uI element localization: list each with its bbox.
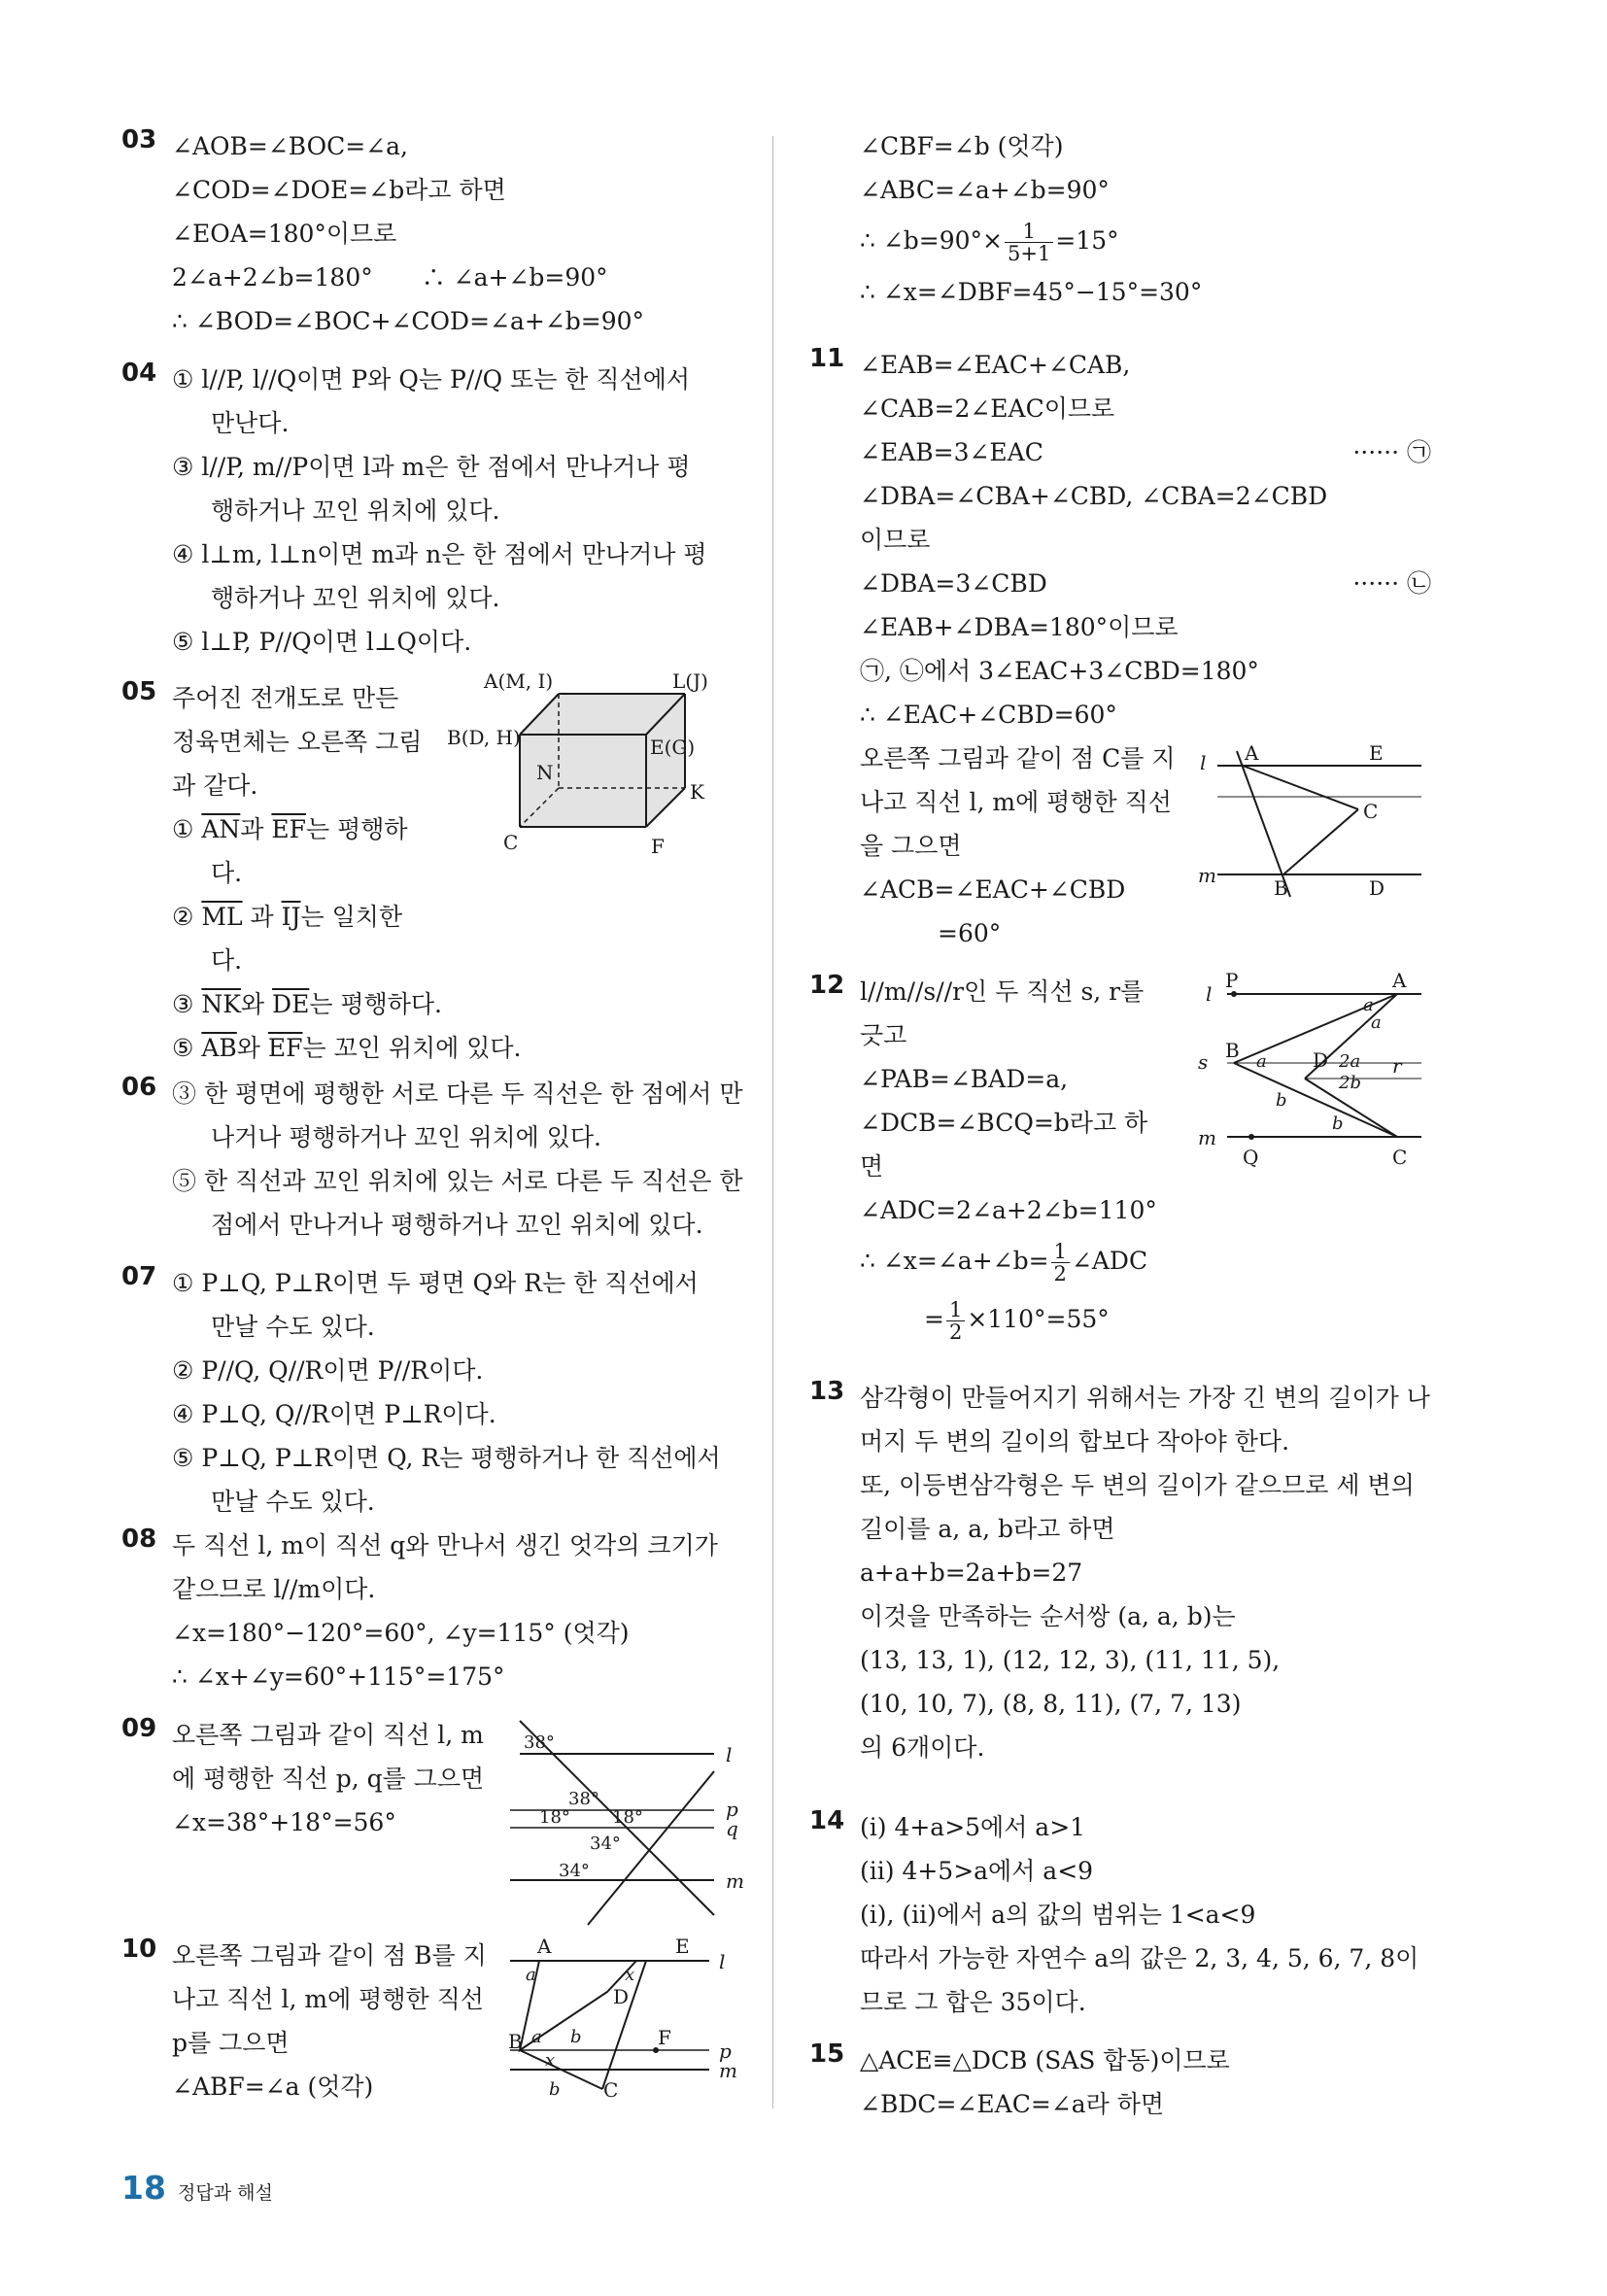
point-label: B [508,2030,523,2053]
problem-body [860,2039,1431,2126]
solution-line: ⑤ $\overline{AB}$와 $\overline{EF}$는 꼬인 위치에 있다. [172,1034,522,1062]
problem-number: 15 [809,2039,845,2069]
solution-line: ③ $\overline{NK}$와 $\overline{DE}$는 평행하다. [172,990,442,1018]
solution-line: 길이를 a, a, b라고 하면 [860,1515,1115,1543]
solution-line: 을 그으면 [860,832,962,860]
problem-number: 05 [121,677,157,706]
point-label: D [613,1985,630,2008]
solution-line: 긋고 [860,1021,907,1049]
solution-line: (ii) 4+5>a에서 a<9 [860,1857,1094,1885]
solution-line: 과 같다. [172,771,258,800]
solution-line: ⑤ P⊥Q, P⊥R이면 Q, R는 평행하거나 한 직선에서 [172,1444,721,1472]
solution-line: 오른쪽 그림과 같이 직선 l, m [172,1721,484,1749]
problem-number: 13 [809,1377,845,1406]
angle-label: 38° [568,1789,599,1809]
problem-number: 04 [121,359,157,388]
fraction: $\frac{1}{2}$ [946,1299,965,1343]
point-label: P [1225,969,1239,992]
problem-body [860,124,1431,314]
line-label: l [1200,751,1207,774]
solution-line: 의 6개이다. [860,1733,985,1762]
angle-label: b [570,2027,582,2047]
solution-line: ③ 한 평면에 평행한 서로 다른 두 직선은 한 점에서 만 [172,1079,743,1108]
point-label: E [675,1935,690,1958]
line-label: l [726,1743,733,1766]
solution-line: 만난다. [211,409,290,437]
solution-line: ∠EAB=∠EAC+∠CAB, [860,351,1131,379]
angle-label: 38° [524,1732,555,1753]
angle-label: 2a [1339,1051,1361,1072]
point-label: D [1369,876,1385,900]
vertex-label: E(G) [650,736,696,759]
point-label: E [1369,741,1384,765]
solution-line: 정육면체는 오른쪽 그림 [172,728,423,756]
solution-line: 2∠a+2∠b=180° ∴ ∠a+∠b=90° [172,263,608,291]
problem-body [172,1261,743,1524]
solution-line: ∠EOA=180°이므로 [172,220,397,248]
vertex-label: C [503,831,519,854]
problem-number: 10 [121,1935,157,1964]
line-label: p [719,2039,732,2063]
vertex-label: K [690,780,704,804]
solution-line: 나고 직선 l, m에 평행한 직선 [172,1985,484,2013]
angle-label: a [526,1965,536,1985]
solution-line: ① P⊥Q, P⊥R이면 두 평면 Q와 R는 한 직선에서 [172,1269,699,1297]
solution-line: 머지 두 변의 길이의 합보다 작아야 한다. [860,1427,1290,1456]
solution-line: ㉠, ㉡에서 3∠EAC+3∠CBD=180° [860,657,1259,685]
angle-label: x [625,1965,635,1985]
solution-line: (i) 4+a>5에서 a>1 [860,1813,1086,1841]
angle-label: a [531,2027,542,2047]
solution-line: 주어진 전개도로 만든 [172,684,399,712]
parallel-lines-figure-12 [1198,970,1431,1174]
page-number: 18 [121,2169,166,2207]
solution-line: 나고 직선 l, m에 평행한 직선 [860,788,1172,816]
solution-line: ∠CAB=2∠EAC이므로 [860,394,1115,423]
solution-line: 삼각형이 만들어지기 위해서는 가장 긴 변의 길이가 나 [860,1384,1430,1412]
angle-label: b [1332,1114,1344,1134]
solution-line: ∠COD=∠DOE=∠b라고 하면 [172,176,506,204]
problem-number: 07 [121,1262,157,1291]
line-label: m [1198,864,1216,887]
vertex-label: B(D, H) [447,726,521,749]
solution-line: ∠ABF=∠a (엇각) [172,2073,374,2101]
point-label: C [603,2078,619,2102]
solution-line: 므로 그 합은 35이다. [860,1988,1086,2016]
solution-line: ∠x=38°+18°=56° [172,1808,396,1836]
problem-number: 14 [809,1806,845,1835]
solution-line: ∴ ∠BOD=∠BOC+∠COD=∠a+∠b=90° [172,307,645,335]
solution-line: 점에서 만나거나 평행하거나 꼬인 위치에 있다. [211,1211,703,1239]
point-label: B [1225,1039,1240,1062]
parallel-lines-figure-10 [510,1934,753,2104]
line-label: l [1206,982,1213,1006]
line-label: m [1198,1126,1216,1149]
parallel-lines-figure-11 [1198,737,1431,900]
problem-number: 08 [121,1525,157,1554]
line-label: q [726,1817,738,1840]
angle-label: 34° [559,1861,590,1881]
fraction: $\frac{1}{2}$ [1051,1241,1070,1285]
angle-label: a [1256,1051,1267,1072]
solution-line: 행하거나 꼬인 위치에 있다. [211,497,500,525]
solution-line: 면 [860,1152,884,1181]
solution-line: ∠BDC=∠EAC=∠a라 하면 [860,2090,1165,2118]
solution-line: = $\frac{1}{2}$ ×110°=55° [924,1297,1110,1344]
solution-line: ∠AOB=∠BOC=∠a, [172,132,408,160]
point-label: B [1274,876,1288,900]
problem-number: 11 [809,344,845,373]
solution-line: ∠ACB=∠EAC+∠CBD [860,875,1126,904]
solution-line: ∴ ∠x=∠a+∠b= $\frac{1}{2}$ ∠ADC [860,1239,1148,1285]
solution-line: (10, 10, 7), (8, 8, 11), (7, 7, 13) [860,1690,1242,1718]
solution-line: ④ P⊥Q, Q//R이면 P⊥R이다. [172,1400,496,1428]
point-label: A [537,1935,552,1958]
solution-line: (13, 13, 1), (12, 12, 3), (11, 11, 5), [860,1646,1281,1674]
solution-line: 같으므로 l//m이다. [172,1575,376,1603]
solution-line: ∠DBA=3∠CBD ······ ㉡ [860,569,1431,598]
parallel-lines-figure-09 [510,1713,753,1917]
solution-line: ③ l//P, m//P이면 l과 m은 한 점에서 만나거나 평 [172,453,691,481]
point-label: C [1363,800,1379,823]
point-label: A [1392,969,1407,992]
solution-line: △ACE≡△DCB (SAS 합동)이므로 [860,2046,1230,2074]
vertex-label: N [536,761,554,784]
angle-label: 18° [612,1807,643,1828]
solution-line: ∠x=180°−120°=60°, ∠y=115° (엇각) [172,1619,630,1647]
problem-body [172,358,743,664]
solution-line: ② P//Q, Q//R이면 P//R이다. [172,1356,484,1385]
problem-number: 03 [121,125,157,154]
point-label: F [658,2026,671,2049]
point-label: C [1392,1146,1408,1169]
angle-label: a [1363,995,1374,1015]
angle-label: b [549,2079,561,2100]
angle-label: a [1371,1012,1382,1033]
solution-line: ⑤ 한 직선과 꼬인 위치에 있는 서로 다른 두 직선은 한 [172,1167,743,1195]
problem-body [860,1805,1431,2024]
line-label: s [1198,1050,1209,1074]
solution-line: ④ l⊥m, l⊥n이면 m과 n은 한 점에서 만나거나 평 [172,540,707,568]
solution-line: ① $\overline{AN}$과 $\overline{EF}$는 평행하 [172,815,408,843]
solution-line: ∠EAB+∠DBA=180°이므로 [860,613,1179,641]
solution-line: ∠CBF=∠b (엇각) [860,132,1064,160]
solution-line: ∴ ∠x=∠DBF=45°−15°=30° [860,278,1203,306]
solution-line: 따라서 가능한 자연수 a의 값은 2, 3, 4, 5, 6, 7, 8이 [860,1944,1419,1972]
solution-line: p를 그으면 [172,2029,290,2057]
solution-line: 이므로 [860,526,931,554]
solution-line: a+a+b=2a+b=27 [860,1559,1083,1587]
solution-line: ∠ABC=∠a+∠b=90° [860,176,1110,204]
problem-body [172,1713,493,1844]
line-label: m [719,2059,737,2082]
solution-line: ∴ ∠EAC+∠CBD=60° [860,701,1117,729]
vertex-label: F [651,835,665,858]
solution-line: ∴ ∠x+∠y=60°+115°=175° [172,1662,505,1691]
solution-line: 또, 이등변삼각형은 두 변의 길이가 같으므로 세 변의 [860,1471,1415,1499]
solution-line: ∠DCB=∠BCQ=b라고 하 [860,1109,1148,1137]
problem-body [172,124,743,343]
solution-line: =60° [938,919,1002,947]
problem-body [860,1376,1431,1769]
solution-line: 나거나 평행하거나 꼬인 위치에 있다. [211,1123,601,1151]
line-label: m [726,1869,744,1893]
solution-line: ∠PAB=∠BAD=a, [860,1065,1069,1093]
angle-label: b [1276,1090,1287,1111]
solution-line: ① l//P, l//Q이면 P와 Q는 P//Q 또는 한 직선에서 [172,365,690,394]
solution-line: (i), (ii)에서 a의 값의 범위는 1<a<9 [860,1901,1256,1929]
problem-number: 09 [121,1714,157,1743]
solution-line: 오른쪽 그림과 같이 점 B를 지 [172,1941,487,1970]
footer-label: 정답과 해설 [178,2182,273,2204]
problem-body [172,1934,502,2108]
problem-body [172,1524,743,1698]
solution-line: 오른쪽 그림과 같이 점 C를 지 [860,744,1176,772]
fraction: $\frac{1}{5+1}$ [1005,221,1053,264]
column-divider [772,136,773,2108]
problem-number: 06 [121,1073,157,1102]
problem-body [172,1072,743,1247]
solution-line: 다. [211,859,243,887]
solution-line: 만날 수도 있다. [211,1313,375,1341]
cube-figure [447,669,768,890]
solution-line: 에 평행한 직선 p, q를 그으면 [172,1765,485,1793]
solution-line: 두 직선 l, m이 직선 q와 만나서 생긴 엇각의 크기가 [172,1531,718,1559]
solution-line: ∴ ∠b=90°× $\frac{1}{5+1}$ =15° [860,219,1119,265]
point-label: D [1313,1048,1329,1072]
solution-line: ② $\overline{ML}$ 과 $\overline{IJ}$는 일치한 [172,903,403,931]
vertex-label: L(J) [672,669,708,693]
solution-line: ∠ADC=2∠a+2∠b=110° [860,1196,1157,1224]
line-label: p [726,1798,738,1821]
line-label: l [719,1950,726,1973]
vertex-label: A(M, I) [484,669,554,693]
point-label: A [1245,741,1259,765]
solution-line: 이것을 만족하는 순서쌍 (a, a, b)는 [860,1602,1236,1630]
problem-number: 12 [809,971,845,1000]
line-label: r [1392,1054,1402,1078]
solution-line: 행하거나 꼬인 위치에 있다. [211,584,500,612]
solution-line: 만날 수도 있다. [211,1488,375,1516]
solution-line: ∠DBA=∠CBA+∠CBD, ∠CBA=2∠CBD [860,482,1328,510]
angle-label: 34° [590,1833,621,1854]
solution-line: ∠EAB=3∠EAC ······ ㉠ [860,438,1431,466]
angle-label: x [545,2050,556,2071]
solution-line: l//m//s//r인 두 직선 s, r를 [860,977,1145,1006]
solution-line: 다. [211,946,243,975]
angle-label: 18° [539,1807,570,1828]
point-label: Q [1243,1146,1259,1169]
angle-label: 2b [1339,1073,1361,1093]
solution-line: ⑤ l⊥P, P//Q이면 l⊥Q이다. [172,628,472,656]
